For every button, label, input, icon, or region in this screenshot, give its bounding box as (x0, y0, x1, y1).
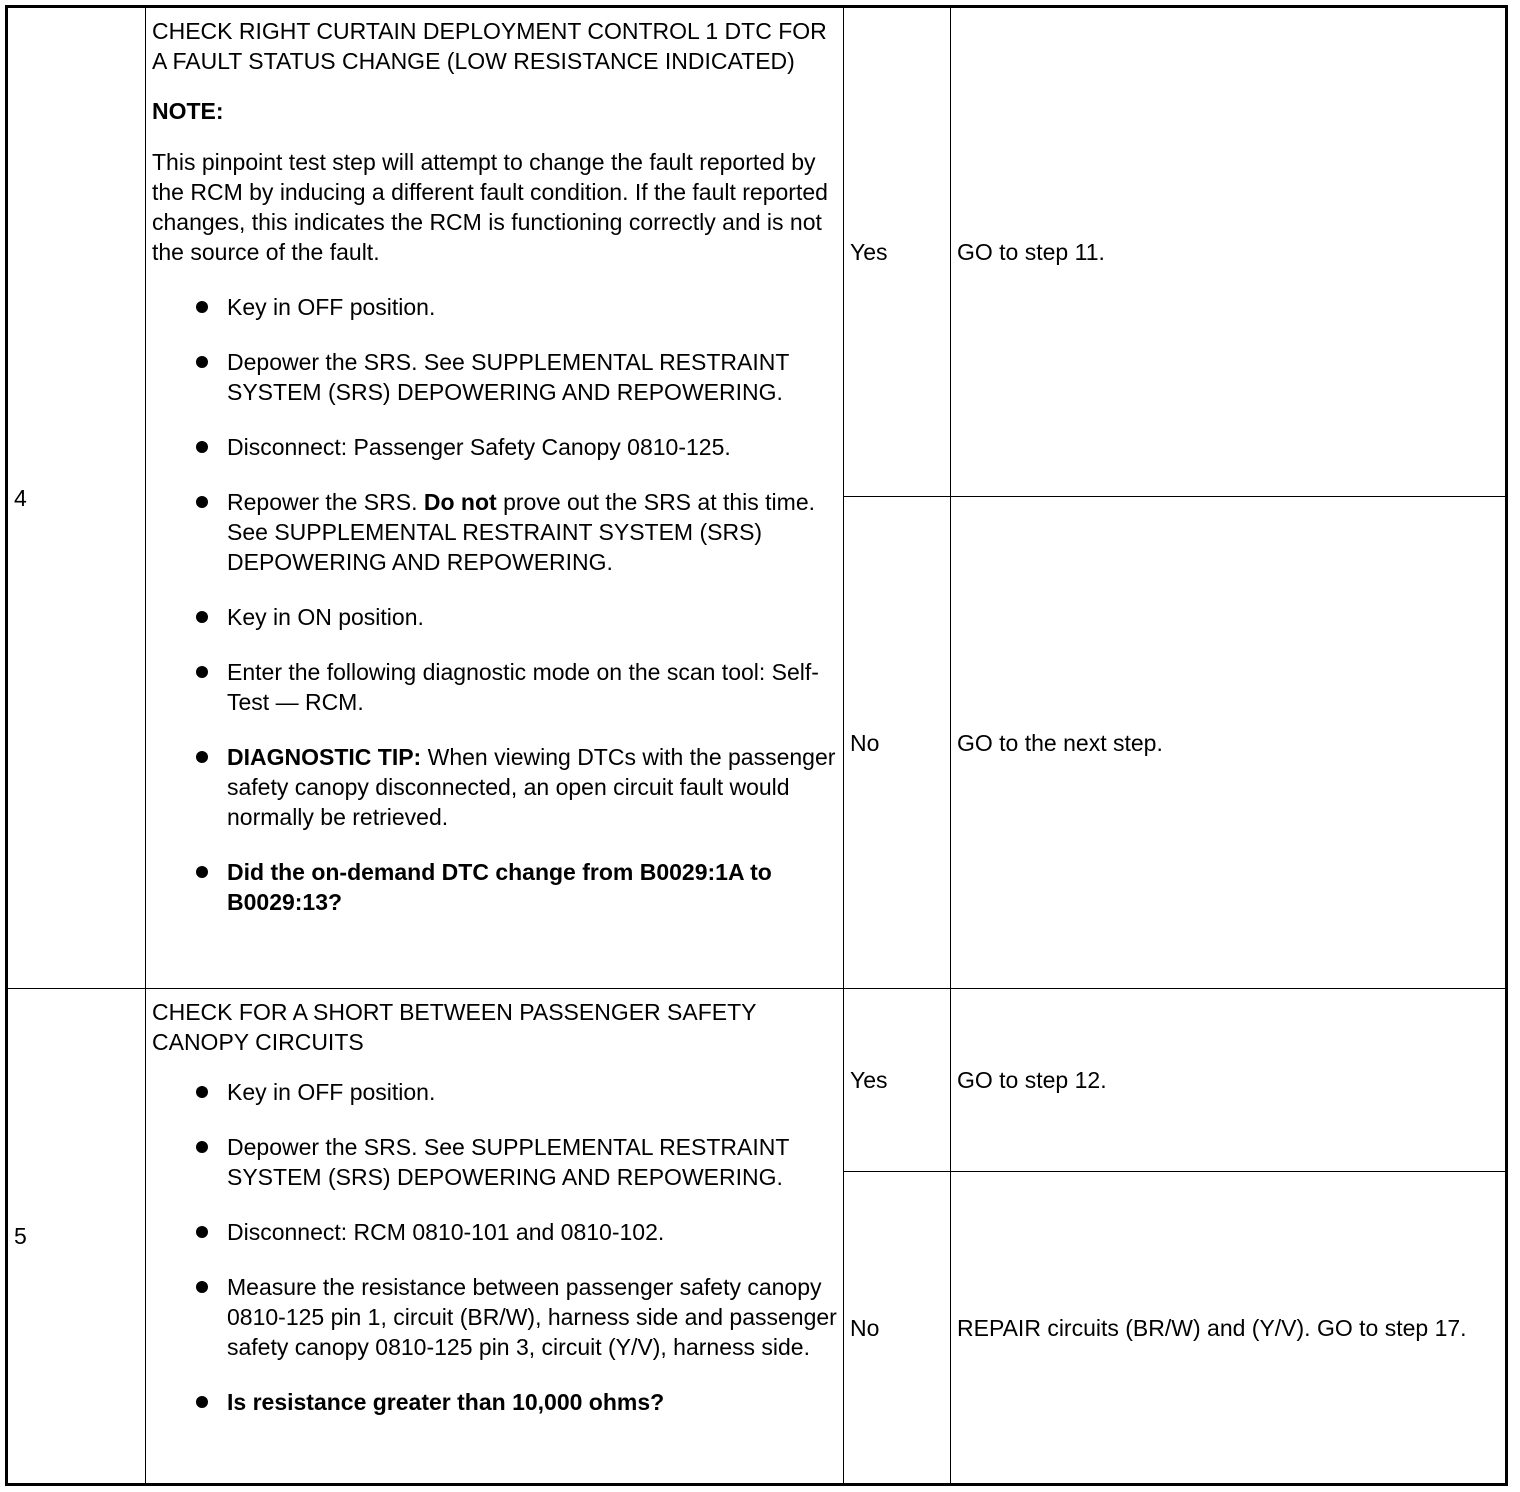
list-item (152, 1272, 837, 1362)
bullet-icon (196, 496, 208, 508)
list-item-text-post: prove out the SRS at this time. See SUPPLEMENTAL RESTRAINT SYSTEM (SRS) DEPOWERING AND REPOWERING. (227, 489, 816, 575)
bullet-icon (196, 666, 208, 678)
note-text: This pinpoint test step will attempt to change the fault reported by the RCM by inducing a different fault condition. If the fault reported changes, this indicates the RCM is functioning correctly and is not the source of the fault. (152, 149, 828, 265)
step-action (146, 989, 844, 1485)
no-result: GO to the next step. (951, 497, 1507, 989)
list-item (152, 347, 837, 407)
no-label: No (844, 497, 951, 989)
list-item-text: Measure the resistance between passenger safety canopy 0810-125 pin 1, circuit (BR/W), harness side and passenger safety canopy 0810-125 pin 3, circuit (Y/V), harness side. (227, 1274, 837, 1360)
list-item-text: Disconnect: RCM 0810-101 and 0810-102. (227, 1219, 665, 1245)
pinpoint-test-table (5, 5, 1508, 1486)
list-item (152, 292, 837, 322)
list-item (152, 1077, 837, 1107)
list-item-text: Depower the SRS. See SUPPLEMENTAL RESTRAINT SYSTEM (SRS) DEPOWERING AND REPOWERING. (227, 1134, 789, 1190)
list-item-text: Key in OFF position. (227, 1079, 436, 1105)
list-item-text-post: When viewing DTCs with the passenger safety canopy disconnected, an open circuit fault would normally be retrieved. (227, 744, 836, 830)
bullet-icon (196, 356, 208, 368)
list-item-text: Enter the following diagnostic mode on the scan tool: Self-Test — RCM. (227, 659, 819, 715)
list-item (152, 1132, 837, 1192)
list-item (152, 857, 837, 917)
no-label: No (844, 1172, 951, 1485)
note-label: NOTE: (152, 98, 224, 124)
bullet-icon (196, 611, 208, 623)
list-item-question: Did the on-demand DTC change from B0029:1A to B0029:13? (227, 859, 772, 915)
step-5-yes-row (7, 989, 1507, 1172)
bullet-icon (196, 1226, 208, 1238)
step-title: CHECK RIGHT CURTAIN DEPLOYMENT CONTROL 1 DTC FOR A FAULT STATUS CHANGE (LOW RESISTANCE INDICATED) (152, 18, 827, 74)
list-item-text: Depower the SRS. See SUPPLEMENTAL RESTRAINT SYSTEM (SRS) DEPOWERING AND REPOWERING. (227, 349, 789, 405)
yes-label: Yes (844, 989, 951, 1172)
list-item-text-pre: Repower the SRS. (227, 489, 424, 515)
action-list (152, 292, 837, 917)
bullet-icon (196, 301, 208, 313)
step-4-yes-row (7, 7, 1507, 497)
list-item-text: Key in ON position. (227, 604, 424, 630)
list-item-text-bold: DIAGNOSTIC TIP: (227, 744, 422, 770)
bullet-icon (196, 1141, 208, 1153)
list-item (152, 1217, 837, 1247)
list-item (152, 432, 837, 462)
step-number: 4 (7, 7, 146, 989)
no-result: REPAIR circuits (BR/W) and (Y/V). GO to step 17. (951, 1172, 1507, 1485)
step-title: CHECK FOR A SHORT BETWEEN PASSENGER SAFETY CANOPY CIRCUITS (152, 999, 757, 1055)
bullet-icon (196, 751, 208, 763)
list-item (152, 742, 837, 832)
step-number: 5 (7, 989, 146, 1485)
action-list (152, 1077, 837, 1417)
yes-result: GO to step 11. (951, 7, 1507, 497)
list-item (152, 487, 837, 577)
step-action (146, 7, 844, 989)
bullet-icon (196, 441, 208, 453)
bullet-icon (196, 1281, 208, 1293)
list-item-text: Disconnect: Passenger Safety Canopy 0810-125. (227, 434, 731, 460)
list-item (152, 602, 837, 632)
yes-label: Yes (844, 7, 951, 497)
yes-result: GO to step 12. (951, 989, 1507, 1172)
list-item (152, 1387, 837, 1417)
bullet-icon (196, 1396, 208, 1408)
list-item-text: Key in OFF position. (227, 294, 436, 320)
bullet-icon (196, 866, 208, 878)
list-item (152, 657, 837, 717)
list-item-text-bold: Do not (423, 489, 497, 515)
list-item-question: Is resistance greater than 10,000 ohms? (227, 1389, 665, 1415)
bullet-icon (196, 1086, 208, 1098)
